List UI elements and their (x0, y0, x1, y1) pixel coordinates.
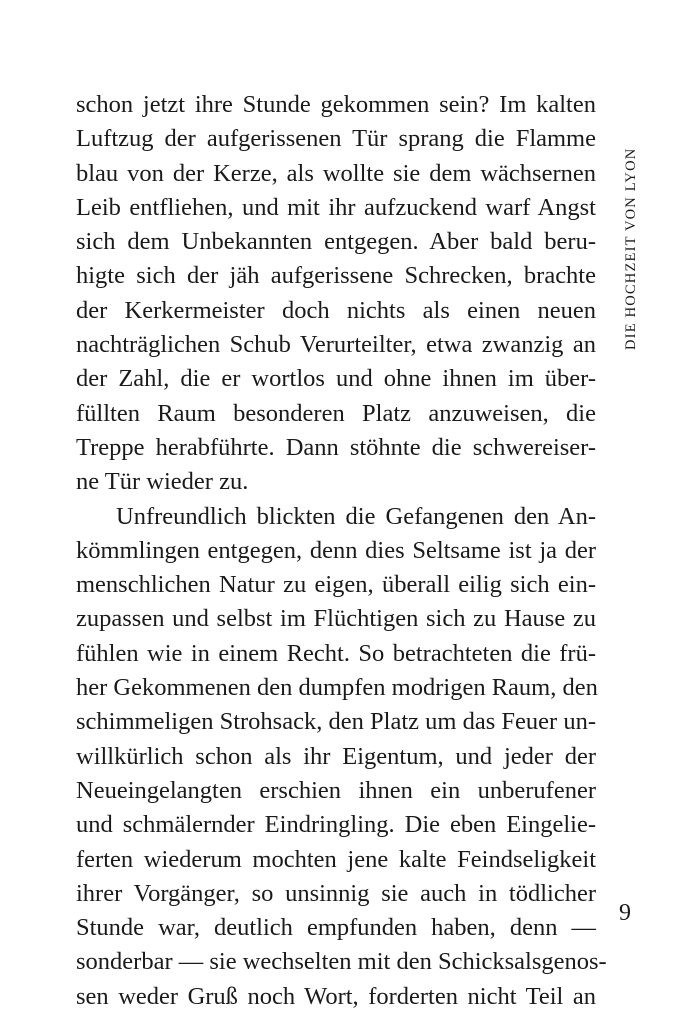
paragraph-2 (76, 500, 607, 1014)
text-line: sonderbar — sie wechselten mit den Schicksalsgenos- (76, 948, 607, 976)
text-line: blau von der Kerze, als wollte sie dem wächsernen (76, 159, 596, 187)
text-line: der Zahl, die er wortlos und ohne ihnen im über- (76, 365, 596, 393)
body-text (76, 88, 607, 1014)
page-number: 9 (619, 900, 631, 926)
text-line: Unfreundlich blickten die Gefangenen den An- (116, 502, 596, 530)
text-line: ihrer Vorgänger, so unsinnig sie auch in tödlicher (76, 879, 596, 907)
text-line: Leib entfliehen, und mit ihr aufzuckend warf Angst (76, 193, 596, 221)
text-line: willkürlich schon als ihr Eigentum, und jeder der (76, 742, 596, 770)
text-line: kömmlingen entgegen, denn dies Seltsame ist ja der (76, 536, 596, 564)
text-line: der Kerkermeister doch nichts als einen neuen (76, 296, 596, 324)
text-line: nachträglichen Schub Verurteilter, etwa zwanzig an (76, 331, 596, 359)
text-line: Stunde war, deutlich empfunden haben, denn — (76, 914, 596, 942)
text-line: ferten wiederum mochten jene kalte Feindseligkeit (76, 845, 596, 873)
text-line: fühlen wie in einem Recht. So betrachteten die frü- (76, 639, 596, 667)
paragraph-1 (76, 88, 596, 500)
text-line: schon jetzt ihre Stunde gekommen sein? Im kalten (76, 91, 596, 118)
running-head: DIE HOCHZEIT VON LYON (623, 147, 639, 350)
text-line: Neueingelangten erschien ihnen ein unberufener (76, 776, 596, 804)
text-line: sen weder Gruß noch Wort, forderten nicht Teil an (76, 982, 596, 1010)
text-line: her Gekommenen den dumpfen modrigen Raum, den (76, 674, 598, 702)
text-line: zupassen und selbst im Flüchtigen sich zu Hause zu (76, 605, 596, 633)
text-line: ne Tür wieder zu. (76, 468, 249, 496)
text-line: und schmälernder Eindringling. Die eben Eingelie- (76, 811, 596, 839)
text-line: menschlichen Natur zu eigen, überall eilig sich ein- (76, 571, 596, 599)
text-line: füllten Raum besonderen Platz anzuweisen, die (76, 399, 596, 427)
text-line: Luftzug der aufgerissenen Tür sprang die Flamme (76, 125, 596, 153)
text-line: higte sich der jäh aufgerissene Schrecken, brachte (76, 262, 596, 290)
text-line: Treppe herabführte. Dann stöhnte die schwereiser- (76, 433, 596, 461)
text-line: schimmeligen Strohsack, den Platz um das Feuer un- (76, 708, 596, 736)
text-line: sich dem Unbekannten entgegen. Aber bald beru- (76, 228, 596, 256)
